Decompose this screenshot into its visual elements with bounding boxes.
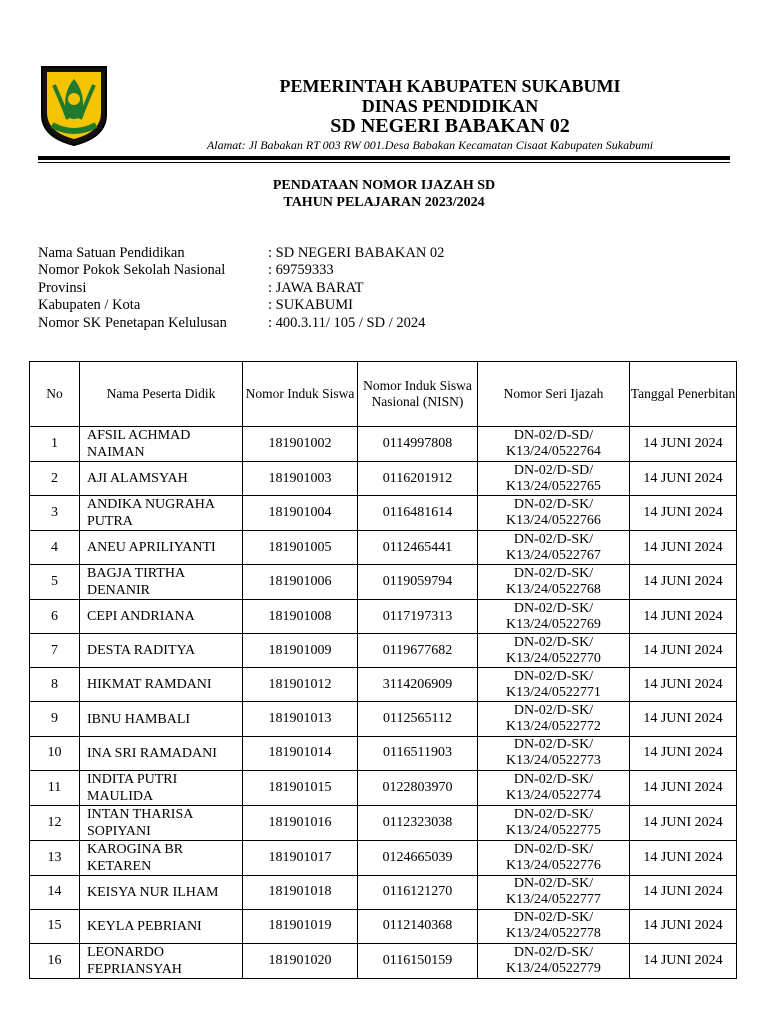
cell-date: 14 JUNI 2024 — [630, 875, 737, 909]
school-address: Alamat: Jl Babakan RT 003 RW 001.Desa Babakan Kecamatan Cisaat Kabupaten Sukabumi — [206, 138, 654, 152]
cell-nisn: 0116511903 — [358, 736, 478, 770]
cell-date: 14 JUNI 2024 — [630, 668, 737, 702]
table-header-row — [30, 362, 737, 427]
table-row — [30, 496, 737, 531]
cell-name: DESTA RADITYA — [80, 634, 243, 668]
cell-nis: 181901002 — [243, 427, 358, 462]
cell-seri: DN-02/D-SK/ K13/24/0522770 — [478, 634, 630, 668]
cell-nisn: 3114206909 — [358, 668, 478, 702]
cell-nis: 181901005 — [243, 531, 358, 565]
cell-nis: 181901014 — [243, 736, 358, 770]
document-title: PENDATAAN NOMOR IJAZAH SD — [272, 178, 496, 193]
cell-no: 10 — [30, 736, 80, 770]
cell-no: 14 — [30, 875, 80, 909]
cell-name: LEONARDO FEPRIANSYAH — [80, 943, 243, 978]
cell-no: 6 — [30, 600, 80, 634]
cell-nis: 181901020 — [243, 943, 358, 978]
cell-nis: 181901006 — [243, 565, 358, 600]
col-header-no: No — [30, 362, 80, 427]
cell-name: INA SRI RAMADANI — [80, 736, 243, 770]
cell-date: 14 JUNI 2024 — [630, 805, 737, 840]
table-row — [30, 943, 737, 978]
info-value: : 69759333 — [268, 262, 334, 279]
cell-nis: 181901019 — [243, 909, 358, 943]
cell-no: 15 — [30, 909, 80, 943]
cell-seri: DN-02/D-SK/ K13/24/0522769 — [478, 600, 630, 634]
cell-seri: DN-02/D-SK/ K13/24/0522768 — [478, 565, 630, 600]
table-row — [30, 770, 737, 805]
cell-nisn: 0122803970 — [358, 770, 478, 805]
cell-nisn: 0116201912 — [358, 462, 478, 496]
table-row — [30, 805, 737, 840]
cell-date: 14 JUNI 2024 — [630, 634, 737, 668]
table-row — [30, 427, 737, 462]
col-header-nis: Nomor Induk Siswa — [243, 362, 358, 427]
cell-no: 4 — [30, 531, 80, 565]
col-header-nisn: Nomor Induk Siswa Nasional (NISN) — [358, 362, 478, 427]
sukabumi-emblem-icon — [38, 63, 110, 147]
col-header-seri: Nomor Seri Ijazah — [478, 362, 630, 427]
school-heading: SD NEGERI BABAKAN 02 — [330, 115, 570, 137]
cell-nis: 181901009 — [243, 634, 358, 668]
cell-nis: 181901017 — [243, 840, 358, 875]
cell-name: AFSIL ACHMAD NAIMAN — [80, 427, 243, 462]
cell-seri: DN-02/D-SD/ K13/24/0522764 — [478, 427, 630, 462]
cell-nis: 181901013 — [243, 702, 358, 736]
cell-seri: DN-02/D-SK/ K13/24/0522774 — [478, 770, 630, 805]
cell-seri: DN-02/D-SK/ K13/24/0522775 — [478, 805, 630, 840]
cell-nis: 181901003 — [243, 462, 358, 496]
department-heading: DINAS PENDIDIKAN — [361, 96, 539, 116]
cell-name: INTAN THARISA SOPIYANI — [80, 805, 243, 840]
cell-nisn: 0119059794 — [358, 565, 478, 600]
info-value: : JAWA BARAT — [268, 279, 364, 296]
table-row — [30, 668, 737, 702]
cell-nis: 181901012 — [243, 668, 358, 702]
school-info — [38, 245, 444, 332]
cell-date: 14 JUNI 2024 — [630, 600, 737, 634]
col-header-name: Nama Peserta Didik — [80, 362, 243, 427]
cell-name: KEISYA NUR ILHAM — [80, 875, 243, 909]
cell-nisn: 0112140368 — [358, 909, 478, 943]
cell-name: KEYLA PEBRIANI — [80, 909, 243, 943]
cell-date: 14 JUNI 2024 — [630, 736, 737, 770]
cell-nisn: 0116481614 — [358, 496, 478, 531]
cell-no: 8 — [30, 668, 80, 702]
cell-date: 14 JUNI 2024 — [630, 702, 737, 736]
cell-name: CEPI ANDRIANA — [80, 600, 243, 634]
cell-no: 9 — [30, 702, 80, 736]
info-label: Nomor Pokok Sekolah Nasional — [38, 262, 226, 279]
cell-name: INDITA PUTRI MAULIDA — [80, 770, 243, 805]
cell-no: 16 — [30, 943, 80, 978]
cell-seri: DN-02/D-SD/ K13/24/0522765 — [478, 462, 630, 496]
cell-no: 1 — [30, 427, 80, 462]
cell-nisn: 0112565112 — [358, 702, 478, 736]
cell-no: 7 — [30, 634, 80, 668]
cell-seri: DN-02/D-SK/ K13/24/0522778 — [478, 909, 630, 943]
info-label: Provinsi — [38, 279, 87, 296]
header-divider — [38, 156, 730, 160]
info-row — [38, 280, 444, 297]
cell-name: AJI ALAMSYAH — [80, 462, 243, 496]
cell-name: KAROGINA BR KETAREN — [80, 840, 243, 875]
cell-name: IBNU HAMBALI — [80, 702, 243, 736]
table-row — [30, 600, 737, 634]
cell-no: 3 — [30, 496, 80, 531]
info-row — [38, 297, 444, 314]
cell-nisn: 0117197313 — [358, 600, 478, 634]
cell-date: 14 JUNI 2024 — [630, 462, 737, 496]
cell-nisn: 0116121270 — [358, 875, 478, 909]
info-label: Kabupaten / Kota — [38, 297, 141, 314]
cell-date: 14 JUNI 2024 — [630, 427, 737, 462]
cell-date: 14 JUNI 2024 — [630, 909, 737, 943]
cell-seri: DN-02/D-SK/ K13/24/0522777 — [478, 875, 630, 909]
cell-seri: DN-02/D-SK/ K13/24/0522767 — [478, 531, 630, 565]
cell-seri: DN-02/D-SK/ K13/24/0522779 — [478, 943, 630, 978]
cell-name: BAGJA TIRTHA DENANIR — [80, 565, 243, 600]
cell-date: 14 JUNI 2024 — [630, 531, 737, 565]
cell-name: ANEU APRILIYANTI — [80, 531, 243, 565]
cell-nis: 181901018 — [243, 875, 358, 909]
info-value: : 400.3.11/ 105 / SD / 2024 — [268, 314, 426, 331]
info-row — [38, 245, 444, 262]
cell-nis: 181901008 — [243, 600, 358, 634]
cell-nisn: 0112323038 — [358, 805, 478, 840]
table-row — [30, 875, 737, 909]
cell-no: 11 — [30, 770, 80, 805]
table-row — [30, 565, 737, 600]
cell-date: 14 JUNI 2024 — [630, 770, 737, 805]
cell-nisn: 0112465441 — [358, 531, 478, 565]
info-value: : SD NEGERI BABAKAN 02 — [268, 245, 445, 261]
cell-nisn: 0124665039 — [358, 840, 478, 875]
cell-date: 14 JUNI 2024 — [630, 565, 737, 600]
government-heading: PEMERINTAH KABUPATEN SUKABUMI — [279, 76, 621, 96]
cell-nisn: 0119677682 — [358, 634, 478, 668]
document-subtitle: TAHUN PELAJARAN 2023/2024 — [283, 195, 485, 210]
table-row — [30, 462, 737, 496]
table-row — [30, 634, 737, 668]
cell-seri: DN-02/D-SK/ K13/24/0522772 — [478, 702, 630, 736]
cell-nis: 181901004 — [243, 496, 358, 531]
cell-name: ANDIKA NUGRAHA PUTRA — [80, 496, 243, 531]
ijazah-table — [29, 361, 737, 979]
info-label: Nama Satuan Pendidikan — [38, 245, 185, 261]
cell-no: 5 — [30, 565, 80, 600]
col-header-date: Tanggal Penerbitan — [630, 362, 737, 427]
info-value: : SUKABUMI — [268, 297, 353, 314]
table-row — [30, 840, 737, 875]
cell-name: HIKMAT RAMDANI — [80, 668, 243, 702]
cell-seri: DN-02/D-SK/ K13/24/0522776 — [478, 840, 630, 875]
cell-no: 12 — [30, 805, 80, 840]
cell-nis: 181901015 — [243, 770, 358, 805]
cell-date: 14 JUNI 2024 — [630, 943, 737, 978]
info-row — [38, 262, 444, 279]
table-row — [30, 909, 737, 943]
cell-date: 14 JUNI 2024 — [630, 840, 737, 875]
table-row — [30, 702, 737, 736]
cell-seri: DN-02/D-SK/ K13/24/0522771 — [478, 668, 630, 702]
table-row — [30, 531, 737, 565]
cell-no: 13 — [30, 840, 80, 875]
cell-seri: DN-02/D-SK/ K13/24/0522773 — [478, 736, 630, 770]
cell-nis: 181901016 — [243, 805, 358, 840]
cell-seri: DN-02/D-SK/ K13/24/0522766 — [478, 496, 630, 531]
header-divider-thin — [38, 162, 730, 163]
table-row — [30, 736, 737, 770]
cell-nisn: 0114997808 — [358, 427, 478, 462]
cell-nisn: 0116150159 — [358, 943, 478, 978]
info-row — [38, 315, 444, 332]
info-label: Nomor SK Penetapan Kelulusan — [38, 314, 227, 331]
cell-no: 2 — [30, 462, 80, 496]
cell-date: 14 JUNI 2024 — [630, 496, 737, 531]
